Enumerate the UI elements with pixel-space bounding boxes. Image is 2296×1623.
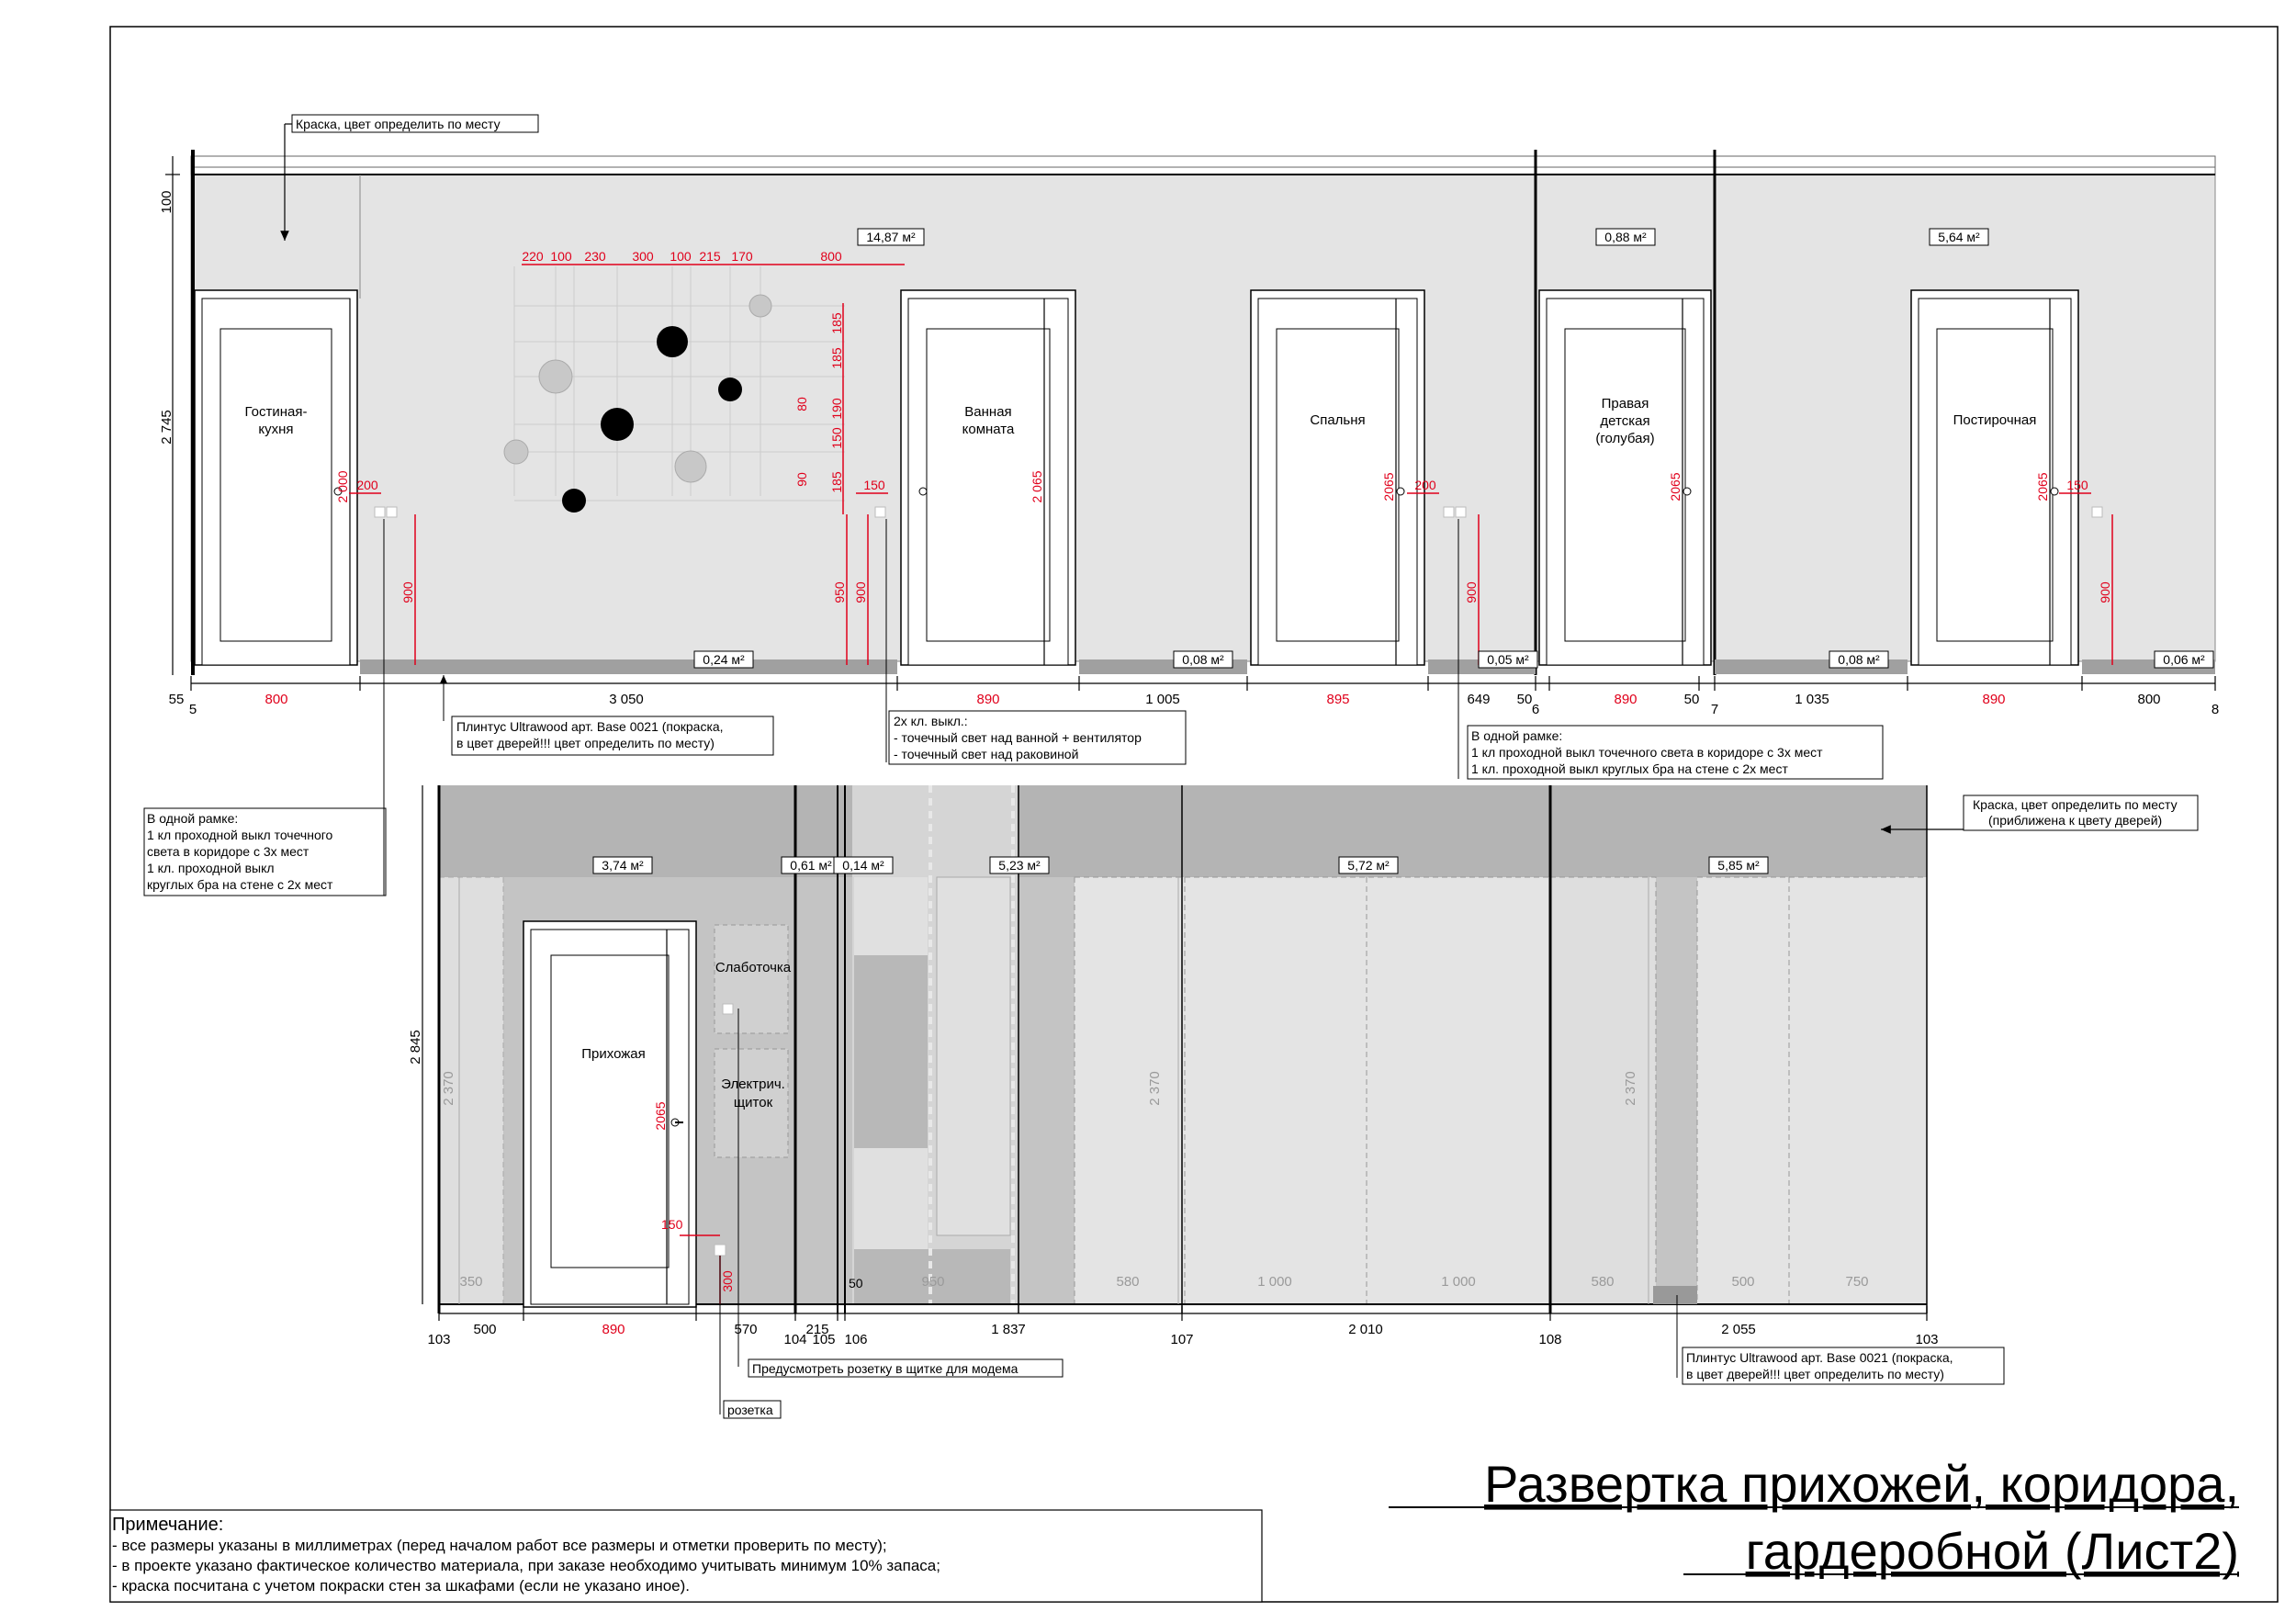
lamp-dark (562, 489, 586, 513)
dimension: 215 (805, 1322, 829, 1337)
cabinet-height: 2 370 (1623, 1071, 1638, 1106)
socket (715, 1245, 726, 1256)
notes-heading: Примечание: (112, 1515, 224, 1535)
cabinet-height: 2 370 (441, 1071, 456, 1106)
lamp-light (675, 451, 706, 482)
panel-label: Электрич. (721, 1076, 785, 1092)
lamp-vertical-dim: 185 (829, 347, 844, 369)
switch-height-dim: 900 (1464, 581, 1479, 603)
switch-height-dim: 900 (400, 581, 415, 603)
axis-label: 106 (844, 1332, 868, 1347)
switch-callout: - точечный свет над раковиной (894, 747, 1079, 761)
dimension: 55 (168, 692, 185, 707)
upper-ceiling-band (191, 156, 2215, 175)
socket-callout: розетка (727, 1403, 773, 1417)
axis-label: 108 (1538, 1332, 1562, 1347)
frame-callout: В одной рамке: (1471, 728, 1563, 743)
upper-elevation (159, 115, 2219, 717)
switch-callout: - точечный свет над ванной + вентилятор (894, 730, 1142, 745)
axis-label: 5 (188, 702, 197, 717)
entrance-door[interactable] (523, 921, 696, 1307)
lamp-spacing-dim: 215 (699, 249, 721, 264)
plinth-callout: в цвет дверей!!! цвет определить по месту) (456, 736, 715, 750)
axis-label: 103 (1915, 1332, 1939, 1347)
cabinet-width-dim: 350 (459, 1274, 483, 1290)
lamp-spacing-dim: 100 (550, 249, 572, 264)
area-label: 14,87 м² (866, 230, 916, 244)
axis-label: 104 (783, 1332, 807, 1347)
dimension: 1 035 (1795, 692, 1829, 707)
door-handle-icon[interactable] (1397, 488, 1404, 495)
area-label: 0,61 м² (790, 858, 832, 873)
axis-label: 107 (1170, 1332, 1194, 1347)
cabinet-width-dim: 750 (1845, 1274, 1869, 1290)
door-handle-icon[interactable] (2051, 488, 2058, 495)
door[interactable] (1539, 290, 1711, 665)
door-height: 2065 (1668, 472, 1683, 502)
lamp-dark (718, 378, 742, 401)
area-label: 5,64 м² (1938, 230, 1980, 244)
door[interactable] (1251, 290, 1424, 665)
switch (2092, 507, 2102, 517)
dimension: 1 837 (991, 1322, 1026, 1337)
door-label: Гостиная- (244, 404, 308, 420)
lamp-dark (601, 408, 634, 441)
lamp-spacing-dim: 230 (584, 249, 606, 264)
switch (387, 507, 397, 517)
lamp-light (504, 440, 528, 464)
switch-offset-dim: 200 (356, 478, 378, 492)
lamp-vertical-dim: 185 (829, 471, 844, 493)
frame-callout: 1 кл проходной выкл точечного света в коридоре с 3х мест (1471, 745, 1823, 760)
panel-label: Слаботочка (715, 960, 792, 975)
door-height: 2065 (2035, 472, 2050, 502)
axis-label: 8 (2211, 702, 2220, 717)
wardrobe (1075, 877, 1550, 1304)
door-label: Постирочная (1953, 412, 2037, 428)
paint-note-lower: Краска, цвет определить по месту (1973, 797, 2178, 812)
lamp-spacing-dim: 800 (820, 249, 842, 264)
height-wall: 2 745 (159, 410, 174, 445)
height-cornice: 100 (159, 190, 174, 214)
panel-label: щиток (733, 1095, 773, 1110)
notes-line: - в проекте указано фактическое количество материала, при заказе необходимо учитывать минимум 10% запаса; (112, 1557, 940, 1574)
switch-height-dim: 900 (2098, 581, 2112, 603)
switch-height-dim: 900 (853, 581, 868, 603)
cabinet-width-dim: 580 (1591, 1274, 1615, 1290)
plinth-callout: Плинтус Ultrawood арт. Base 0021 (покраска, (456, 719, 724, 734)
dimension: 2 055 (1721, 1322, 1756, 1337)
area-label: 5,85 м² (1717, 858, 1760, 873)
notes-line: - краска посчитана с учетом покраски стен за шкафами (если не указано иное). (112, 1577, 691, 1595)
cabinet-height: 2 370 (1147, 1071, 1163, 1106)
switch (1456, 507, 1466, 517)
door-label: детская (1600, 413, 1650, 429)
lamp-light (749, 295, 771, 317)
sheet-title-line1: Развертка прихожей, коридора, (1484, 1455, 2239, 1513)
door[interactable] (901, 290, 1075, 665)
axis-label: 7 (1710, 702, 1719, 717)
lamp-vertical-dim: 150 (829, 427, 844, 449)
cabinet-width-dim: 1 000 (1257, 1274, 1292, 1290)
dimension: 1 005 (1145, 692, 1180, 707)
dimension: 800 (2137, 692, 2161, 707)
lamp-spacing-dim: 170 (731, 249, 753, 264)
door-label: комната (962, 422, 1015, 437)
axis-label: 6 (1531, 702, 1540, 717)
dimension: 2 010 (1348, 1322, 1383, 1337)
paint-note-lower: (приближена к цвету дверей) (1988, 813, 2163, 828)
door-height: 2 065 (1030, 470, 1044, 503)
area-label: 0,14 м² (842, 858, 884, 873)
door[interactable] (195, 290, 357, 665)
area-label: 0,24 м² (703, 652, 745, 667)
frame-callout: 1 кл. проходной выкл круглых бра на стене с 2х мест (1471, 761, 1788, 776)
switch-height-dim: 950 (832, 581, 847, 603)
frame-callout: 1 кл проходной выкл точечного (147, 828, 333, 842)
sheet-title-line2: гардеробной (Лист2) (1745, 1522, 2239, 1580)
cabinet-width-dim: 500 (1731, 1274, 1755, 1290)
dimension: 50 (1516, 692, 1533, 707)
area-label: 5,23 м² (998, 858, 1041, 873)
lower-height: 2 845 (408, 1030, 423, 1065)
cabinet-width-dim: 950 (921, 1274, 945, 1290)
switch-callout: 2х кл. выкл.: (894, 714, 968, 728)
area-label: 0,08 м² (1838, 652, 1880, 667)
low-voltage-panel (715, 925, 788, 1033)
area-label: 0,05 м² (1487, 652, 1529, 667)
door-label: Прихожая (581, 1046, 646, 1062)
area-label: 3,74 м² (602, 858, 644, 873)
door-height: 2065 (1381, 472, 1396, 502)
lamp-vertical-dim: 90 (794, 472, 809, 487)
lamp-dark (657, 326, 688, 357)
notes-line: - все размеры указаны в миллиметрах (перед началом работ все размеры и отметки проверить по месту); (112, 1537, 887, 1554)
door-label: Спальня (1310, 412, 1366, 428)
switch (1444, 507, 1454, 517)
lamp-spacing-dim: 100 (670, 249, 692, 264)
door-label: Ванная (964, 404, 1012, 420)
plinth-callout-lower: Плинтус Ultrawood арт. Base 0021 (покраска, (1686, 1350, 1953, 1365)
door-handle-icon[interactable] (1683, 488, 1691, 495)
frame-callout: света в коридоре с 3х мест (147, 844, 310, 859)
paint-note: Краска, цвет определить по месту (296, 117, 501, 131)
lamp-vertical-dim: 80 (794, 397, 809, 411)
door-label: Правая (1601, 396, 1649, 411)
switch-offset-dim: 150 (863, 478, 885, 492)
lamp-vertical-dim: 190 (829, 398, 844, 420)
dimension: 895 (1326, 692, 1350, 707)
axis-label: 105 (812, 1332, 836, 1347)
frame-callout: 1 кл. проходной выкл (147, 861, 275, 875)
door-height: 2 000 (335, 470, 350, 503)
door[interactable] (1911, 290, 2078, 665)
small-dim: 50 (849, 1276, 863, 1291)
dimension: 890 (976, 692, 1000, 707)
cabinet-width-dim: 580 (1116, 1274, 1140, 1290)
wardrobe (1697, 877, 1927, 1304)
cabinet-width-dim: 1 000 (1441, 1274, 1476, 1290)
door-height: 2065 (653, 1101, 668, 1131)
door-label: (голубая) (1595, 431, 1655, 446)
lamp-light (539, 360, 572, 393)
plinth (360, 659, 897, 674)
socket-height: 300 (720, 1270, 735, 1292)
dimension: 890 (1982, 692, 2006, 707)
axis-label: 103 (427, 1332, 451, 1347)
door-handle-icon[interactable] (919, 488, 927, 495)
dimension: 890 (1614, 692, 1638, 707)
wardrobe (1550, 877, 1656, 1304)
lamp-spacing-dim: 220 (522, 249, 544, 264)
switch-offset-dim: 150 (2066, 478, 2088, 492)
socket-offset: 150 (661, 1217, 683, 1232)
switch (375, 507, 385, 517)
frame-callout: В одной рамке: (147, 811, 239, 826)
area-label: 0,08 м² (1182, 652, 1224, 667)
switch-offset-dim: 200 (1414, 478, 1436, 492)
modem-callout: Предусмотреть розетку в щитке для модема (752, 1361, 1019, 1376)
dimension: 649 (1467, 692, 1491, 707)
lower-elevation (408, 785, 2198, 1347)
notes-block (110, 1510, 1262, 1602)
dimension: 3 050 (609, 692, 644, 707)
switch (875, 507, 885, 517)
plinth-callout-lower: в цвет дверей!!! цвет определить по месту) (1686, 1367, 1944, 1381)
door-label: кухня (258, 422, 294, 437)
area-label: 0,06 м² (2163, 652, 2205, 667)
dimension: 50 (1683, 692, 1700, 707)
frame-callout: круглых бра на стене с 2х мест (147, 877, 333, 892)
dimension: 890 (602, 1322, 625, 1337)
lamp-spacing-dim: 300 (632, 249, 654, 264)
area-label: 0,88 м² (1604, 230, 1647, 244)
dimension: 800 (264, 692, 288, 707)
area-label: 5,72 м² (1347, 858, 1390, 873)
lamp-vertical-dim: 185 (829, 312, 844, 334)
dimension: 500 (473, 1322, 497, 1337)
dimension: 570 (734, 1322, 758, 1337)
